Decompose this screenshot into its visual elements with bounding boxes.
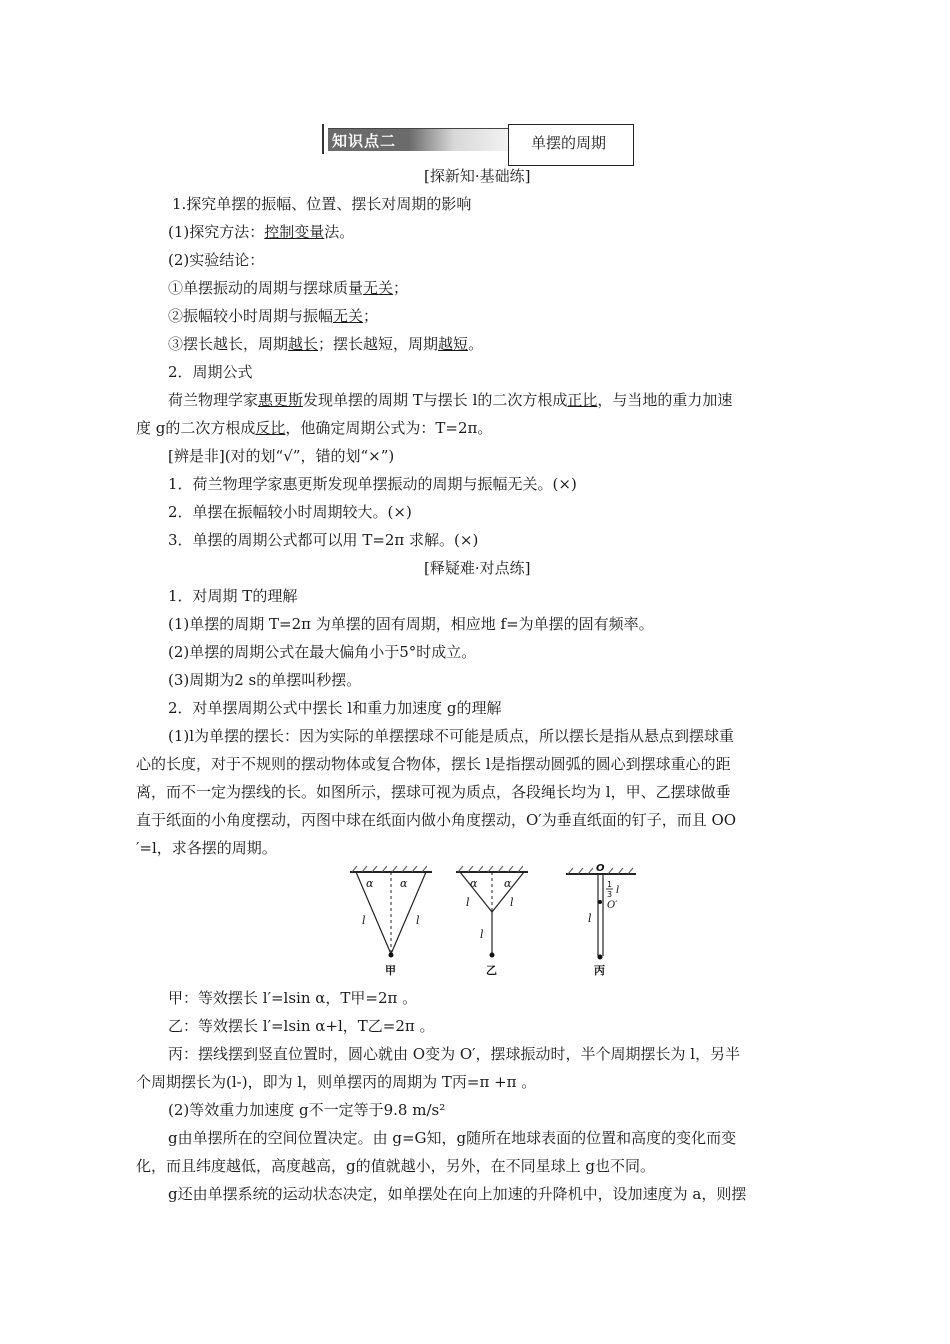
nail [598, 900, 602, 904]
alpha-label: α [504, 877, 512, 890]
text-line: (2)等效重力加速度 g不一定等于9.8 m/s² [168, 1101, 446, 1119]
section-heading-basic: [探新知·基础练] [424, 167, 531, 185]
length-label: l [480, 928, 484, 941]
point-O-label: O [596, 863, 605, 874]
topic-title-box [508, 124, 634, 166]
length-label: l [466, 896, 470, 909]
pendulum-figure [340, 862, 640, 982]
text-line: 化，而且纬度越低，高度越高，g的值就越小，另外，在不同星球上 g也不同。 [136, 1157, 655, 1175]
length-label: l [616, 885, 620, 896]
knowledge-point-badge [328, 128, 508, 151]
string-left [356, 872, 391, 954]
text-line: 1.探究单摆的振幅、位置、摆长对周期的影响 [172, 195, 472, 213]
badge-label: 知识点二 [332, 132, 397, 150]
text-run: ①单摆振动的周期与摆球质量 [168, 279, 364, 297]
figure-label-jia: 甲 [385, 964, 396, 977]
underlined-answer: 无关 [363, 279, 394, 297]
figure-label-yi: 乙 [486, 964, 497, 977]
length-label: l [362, 914, 366, 927]
text-line: (1)l为单摆的摆长：因为实际的单摆摆球不可能是质点，所以摆长是指从悬点到摆球重 [168, 727, 735, 745]
text-line: (3)周期为2 s的单摆叫秒摆。 [168, 671, 362, 689]
underlined-answer: 惠更斯 [258, 391, 304, 409]
text-line: 直于纸面的小角度摆动，丙图中球在纸面内做小角度摆动，O′为垂直纸面的钉子，而且 OO [136, 811, 737, 829]
alpha-label: α [366, 877, 374, 890]
underlined-answer: 控制变量 [264, 223, 325, 241]
text-line: (1)单摆的周期 T=2π 为单摆的固有周期，相应地 f=为单摆的固有频率。 [168, 615, 654, 633]
text-line: 1．对周期 T的理解 [168, 587, 298, 605]
length-label: l [588, 912, 592, 925]
text-line: (2)单摆的周期公式在最大偏角小于5°时成立。 [168, 643, 477, 661]
text-run: 。 [468, 335, 484, 353]
section-header [322, 124, 634, 166]
text-run: 荷兰物理学家 [168, 391, 259, 409]
alpha-label: α [400, 877, 408, 890]
string-right [391, 872, 426, 954]
text-line [136, 418, 492, 438]
text-line: 1．荷兰物理学家惠更斯发现单摆振动的周期与振幅无关。(×) [168, 475, 577, 493]
bob [598, 955, 603, 960]
point-Oprime-label: O′ [607, 900, 618, 911]
pendulum-jia [350, 866, 432, 977]
length-label: l [510, 896, 514, 909]
text-line [168, 306, 378, 326]
length-label: l [416, 914, 420, 927]
text-line [168, 222, 354, 242]
text-line: 乙：等效摆长 l′=lsin α+l，T乙=2π 。 [168, 1017, 435, 1035]
text-line: 2．周期公式 [168, 363, 253, 381]
text-run: ，与当地的重力加速 [597, 391, 733, 409]
figure-label-bing: 丙 [594, 964, 605, 977]
fraction-denominator: 3 [607, 890, 613, 899]
bob [389, 953, 394, 958]
text-run: 发现单摆的周期 T与摆长 l的二次方根成 [303, 391, 568, 409]
text-run: ；摆长越短，周期 [318, 335, 439, 353]
underlined-answer: 反比 [255, 419, 286, 437]
text-line: [辨是非](对的划“√”，错的划“×”) [168, 447, 395, 465]
text-run: 度 g的二次方根成 [136, 419, 256, 437]
fraction-numerator: 1 [607, 880, 613, 889]
text-line: ′=l，求各摆的周期。 [136, 839, 277, 857]
text-line: g还由单摆系统的运动状态决定，如单摆处在向上加速的升降机中，设加速度为 a，则摆 [168, 1185, 747, 1203]
underlined-answer: 正比 [567, 391, 598, 409]
topic-title: 单摆的周期 [531, 134, 607, 152]
text-line: 3．单摆的周期公式都可以用 T=2π 求解。(×) [168, 531, 479, 549]
text-line: 心的长度，对于不规则的摆动物体或复合物体，摆长 l是指摆动圆弧的圆心到摆球重心的距 [136, 755, 731, 773]
text-run: 法。 [324, 223, 355, 241]
text-run: ； [363, 307, 379, 325]
bob [490, 953, 495, 958]
text-line [168, 334, 483, 354]
text-line: 个周期摆长为(l-)，即为 l，则单摆丙的周期为 T丙=π +π 。 [136, 1073, 537, 1091]
text-run: (1)探究方法： [168, 223, 265, 241]
text-line: g由单摆所在的空间位置决定。由 g=G知，g随所在地球表面的位置和高度的变化而变 [168, 1129, 737, 1147]
text-line: 甲：等效摆长 l′=lsin α，T甲=2π 。 [168, 989, 418, 1007]
underlined-answer: 越短 [438, 335, 469, 353]
underlined-answer: 无关 [333, 307, 364, 325]
text-line [168, 390, 732, 410]
section-heading-advanced: [释疑难·对点练] [424, 559, 531, 577]
text-line: 2．单摆在振幅较小时周期较大。(×) [168, 503, 412, 521]
text-line: 丙：摆线摆到竖直位置时，圆心就由 O变为 O′，摆球振动时，半个周期摆长为 l，另半 [168, 1045, 741, 1063]
text-run: ②振幅较小时周期与振幅 [168, 307, 334, 325]
underlined-answer: 越长 [288, 335, 319, 353]
text-run: ； [393, 279, 409, 297]
pendulum-bing [566, 863, 636, 977]
alpha-label: α [470, 877, 478, 890]
text-run: ③摆长越长，周期 [168, 335, 289, 353]
text-line: (2)实验结论： [168, 251, 265, 269]
text-line: 离，而不一定为摆线的长。如图所示，摆球可视为质点，各段绳长均为 l，甲、乙摆球做垂 [136, 783, 731, 801]
text-line [168, 278, 408, 298]
pendulum-yi [456, 866, 528, 977]
text-line: 2．对单摆周期公式中摆长 l和重力加速度 g的理解 [168, 699, 502, 717]
text-run: ，他确定周期公式为：T=2π。 [285, 419, 493, 437]
